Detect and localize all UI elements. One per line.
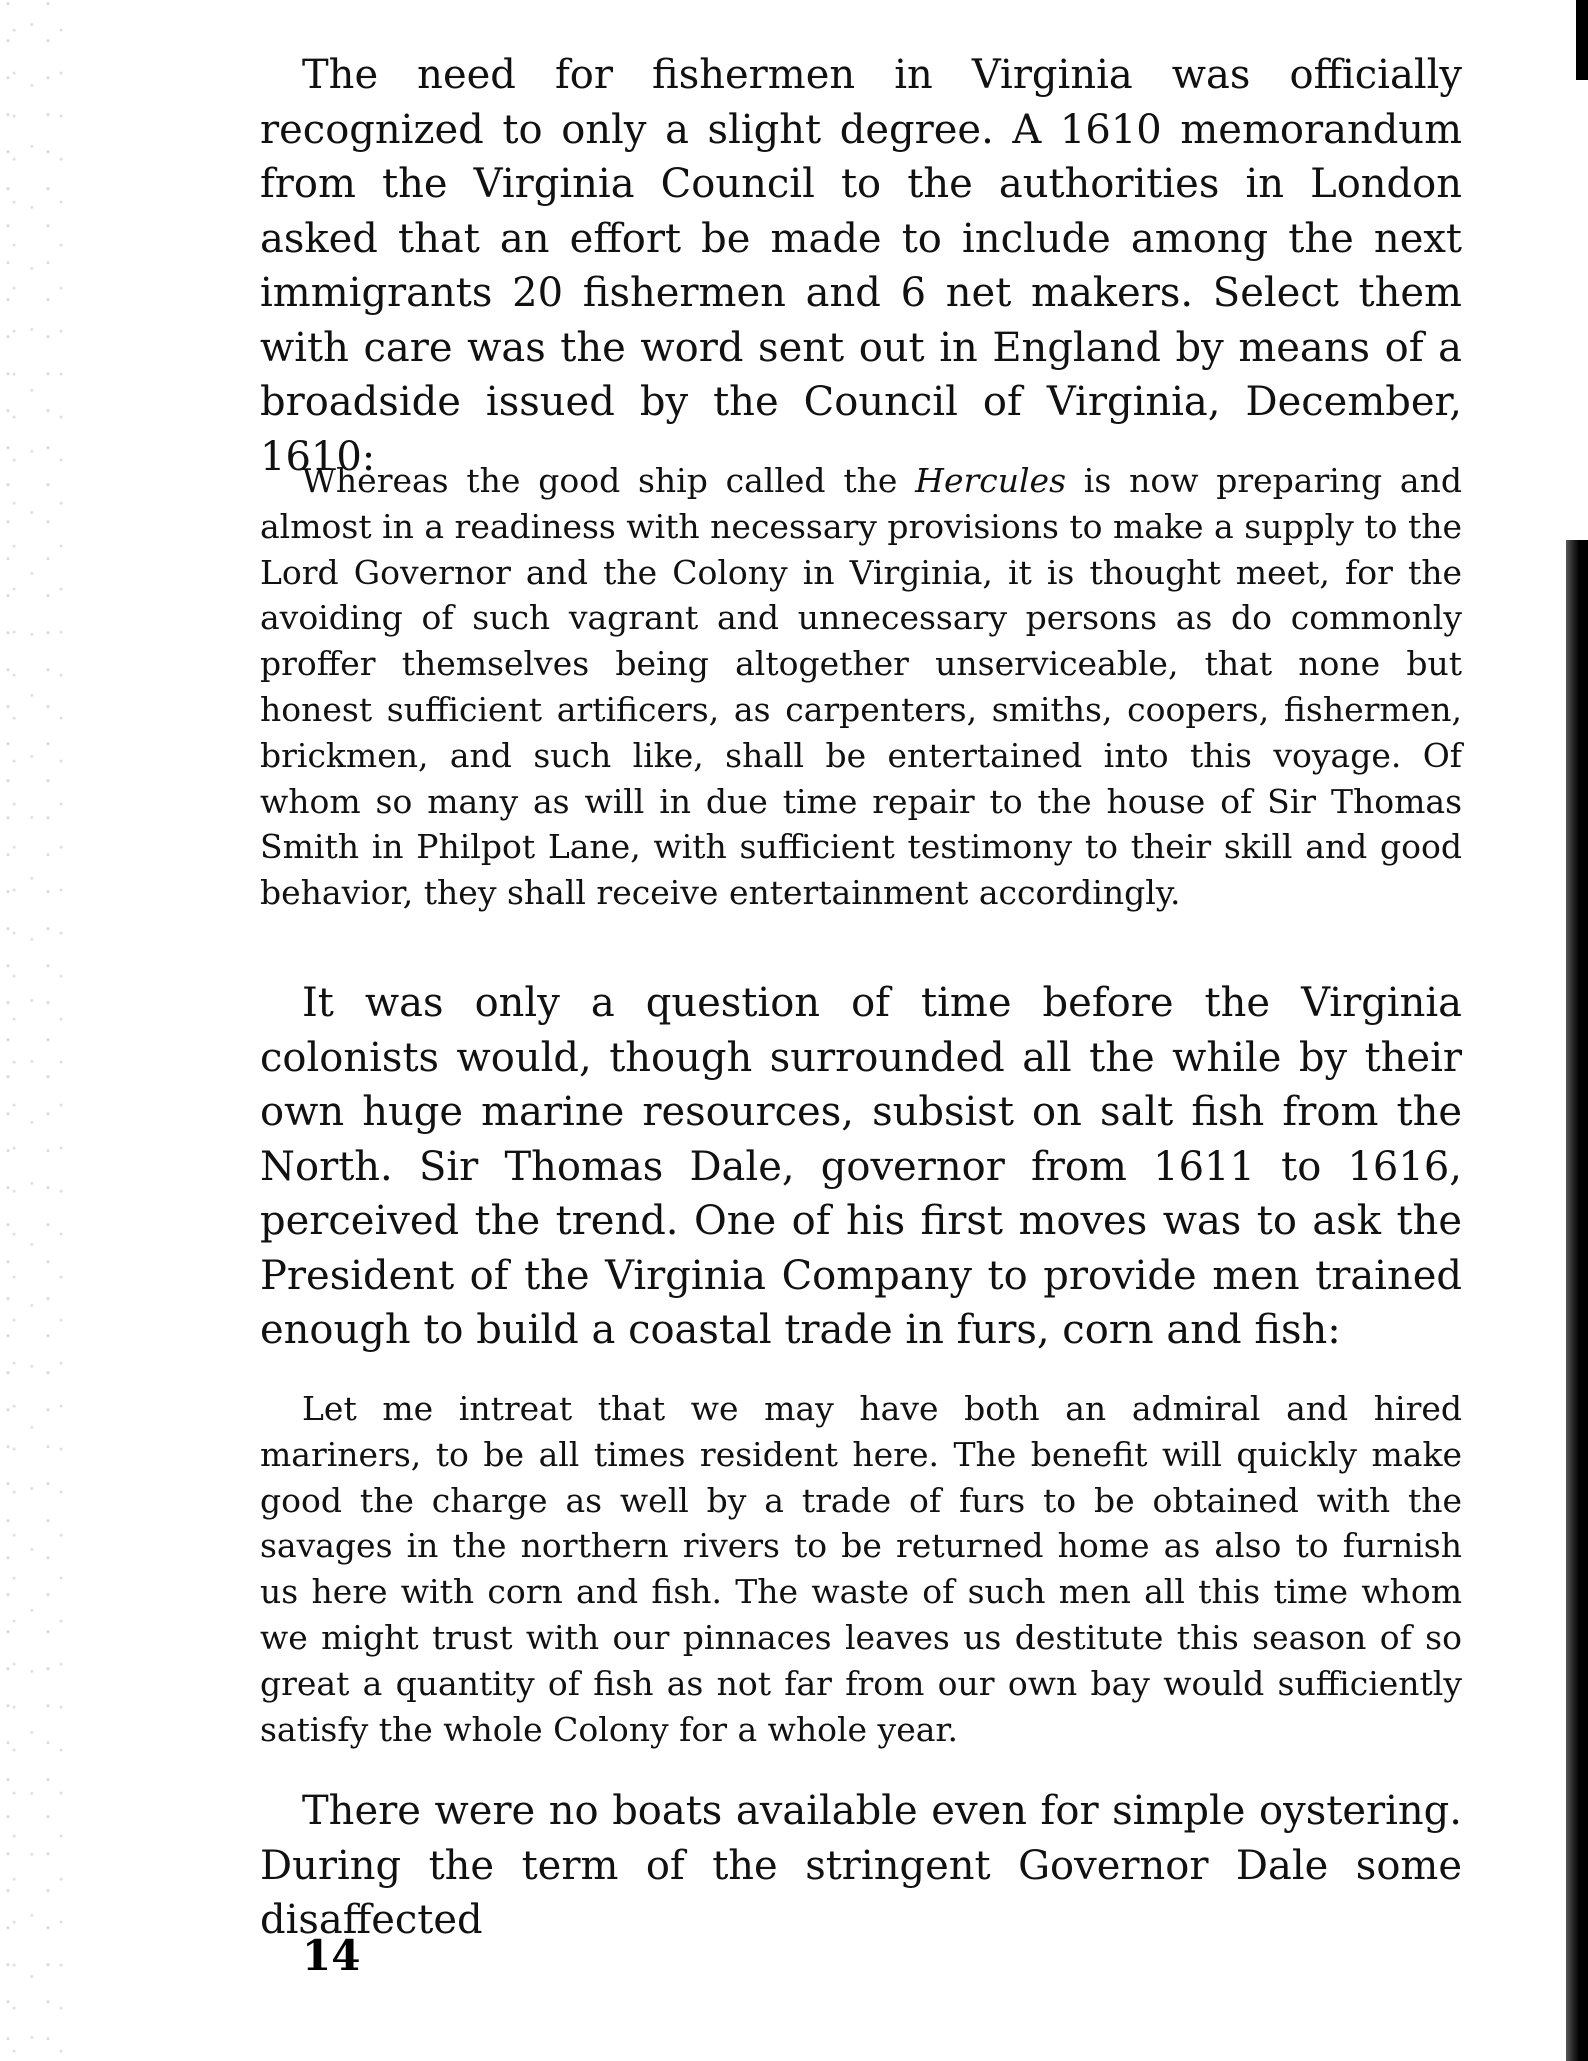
quote-dale-request: Let me intreat that we may have both an admiral and hired mariners, to be all times resident here. The benefit will quickly make good the charge as well by a trade of furs to be obtained with the savages in the northern rivers to be returned home as also to furnish us here with corn and fish. The waste of such men all this time whom we might trust with our pinnaces leaves us destitute this season of so great a quantity of fish as not far from our own bay would sufficiently satisfy the whole Colony for a whole year. [260,1389,1462,1749]
paragraph-fishermen-need: The need for fishermen in Virginia was officially recognized to only a slight degree. A 1610 memorandum from the Virginia Council to the authorities in London asked that an effort be made to include among the next immigrants 20 fishermen and 6 net makers. Select them with care was the word sent out in England by means of a broadside issued by the Council of Virginia, December, 1610: [260,52,1462,480]
paragraph-salt-fish-dale: It was only a question of time before the Virginia colonists would, though surrounded all the while by their own huge marine resources, subsist on salt fish from the North. Sir Thomas Dale, governor from 1611 to 1616, perceived the trend. One of his first moves was to ask the President of the Virginia Company to provide men trained enough to build a coastal trade in furs, corn and fish: [260,980,1462,1353]
scan-speckle-margin [0,0,70,2061]
paragraph-no-boats: There were no boats available even for simple oystering. During the term of the stringent Governor Dale some disaffected [260,1788,1462,1943]
binding-shadow-top [1576,0,1588,80]
page-number: 14 [302,1931,361,1980]
quote-hercules-text-after: is now preparing and almost in a readiness with necessary provisions to make a supply to the Lord Governor and the Colony in Virginia, it is thought meet, for the avoiding of such vagrant and unnecessary persons as do commonly proffer themselves being altogether unserviceable, that none but honest sufficient artificers, as carpenters, smiths, coopers, fishermen, brickmen, and such like, shall be entertained into this voyage. Of whom so many as will in due time repair to the house of Sir Thomas Smith in Philpot Lane, with sufficient testimony to their skill and good behavior, they shall receive entertainment accordingly. [260,461,1462,913]
ship-name-hercules: Hercules [915,461,1067,500]
quote-hercules-broadside [260,458,1462,916]
binding-shadow [1566,540,1588,2061]
quote-hercules-text-before: Whereas the good ship called the [302,461,916,500]
